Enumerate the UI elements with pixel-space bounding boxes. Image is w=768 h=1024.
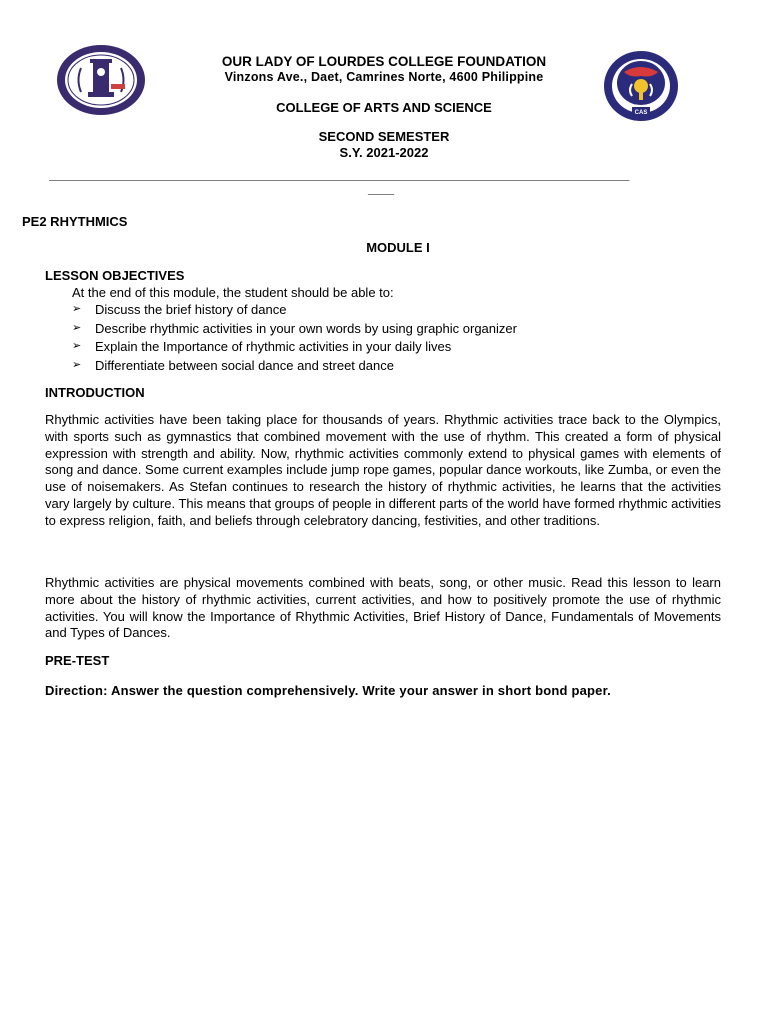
introduction-paragraph-1: Rhythmic activities have been taking place for thousands of years. Rhythmic activities trace back to the Olympics, with sports such as gymnastics that combined movement with the use of rhythm. This created a form of physical expression with strength and ability. Now, rhythmic activities commonly extend to physical games with elements of song and dance. Some current examples include jump rope games, popular dance workouts, like Zumba, or even the use of noisemakers. As Stefan continues to research the history of rhythmic activities, he learns that the activities vary largely by culture. This means that groups of people in different parts of the world have formed rhythmic activities to express religion, faith, and beliefs through celebratory dancing, festivities, and other traditions. [45,412,721,528]
objectives-intro: At the end of this module, the student should be able to: [72,285,394,300]
school-address: Vinzons Ave., Daet, Camrines Norte, 4600 Philippine [224,70,544,84]
semester-label: SECOND SEMESTER [318,129,450,144]
arrow-bullet-icon: ➢ [72,359,82,372]
list-item [72,358,517,377]
school-year: S.Y. 2021-2022 [339,145,429,160]
objective-text: Explain the Importance of rhythmic activities in your daily lives [95,339,452,355]
header-divider: _____________________________________________________________________________________________ [49,167,629,182]
objective-text: Discuss the brief history of dance [95,302,287,317]
module-title: MODULE I [366,240,430,255]
arrow-bullet-icon: ➢ [72,321,82,334]
college-name: COLLEGE OF ARTS AND SCIENCE [276,100,492,115]
list-item [72,339,517,358]
arrow-bullet-icon: ➢ [72,340,82,353]
objectives-list [72,302,517,377]
list-item [72,302,517,321]
introduction-paragraph-2: Rhythmic activities are physical movements combined with beats, song, or other music. Read this lesson to learn more about the history of rhythmic activities, current activities, and how to positively promote the use of rhythmic activities. You will know the Importance of Rhythmic Activities, Brief History of Dance, Fundamentals of Movements and Types of Dances. [45,575,721,641]
arrow-bullet-icon: ➢ [72,303,82,315]
school-name: OUR LADY OF LOURDES COLLEGE FOUNDATION [221,54,547,69]
objective-text: Describe rhythmic activities in your own words by using graphic organizer [95,320,517,336]
introduction-heading: INTRODUCTION [45,385,145,400]
objectives-heading: LESSON OBJECTIVES [45,268,185,283]
svg-text:CAS: CAS [634,110,648,116]
header-divider-tail: ____ [368,181,393,196]
pretest-direction: Direction: Answer the question comprehensively. Write your answer in short bond paper. [45,683,611,698]
list-item [72,321,517,340]
objective-text: Differentiate between social dance and street dance [95,358,394,374]
subject-title: PE2 RHYTHMICS [22,214,128,229]
pretest-heading: PRE-TEST [45,653,110,668]
